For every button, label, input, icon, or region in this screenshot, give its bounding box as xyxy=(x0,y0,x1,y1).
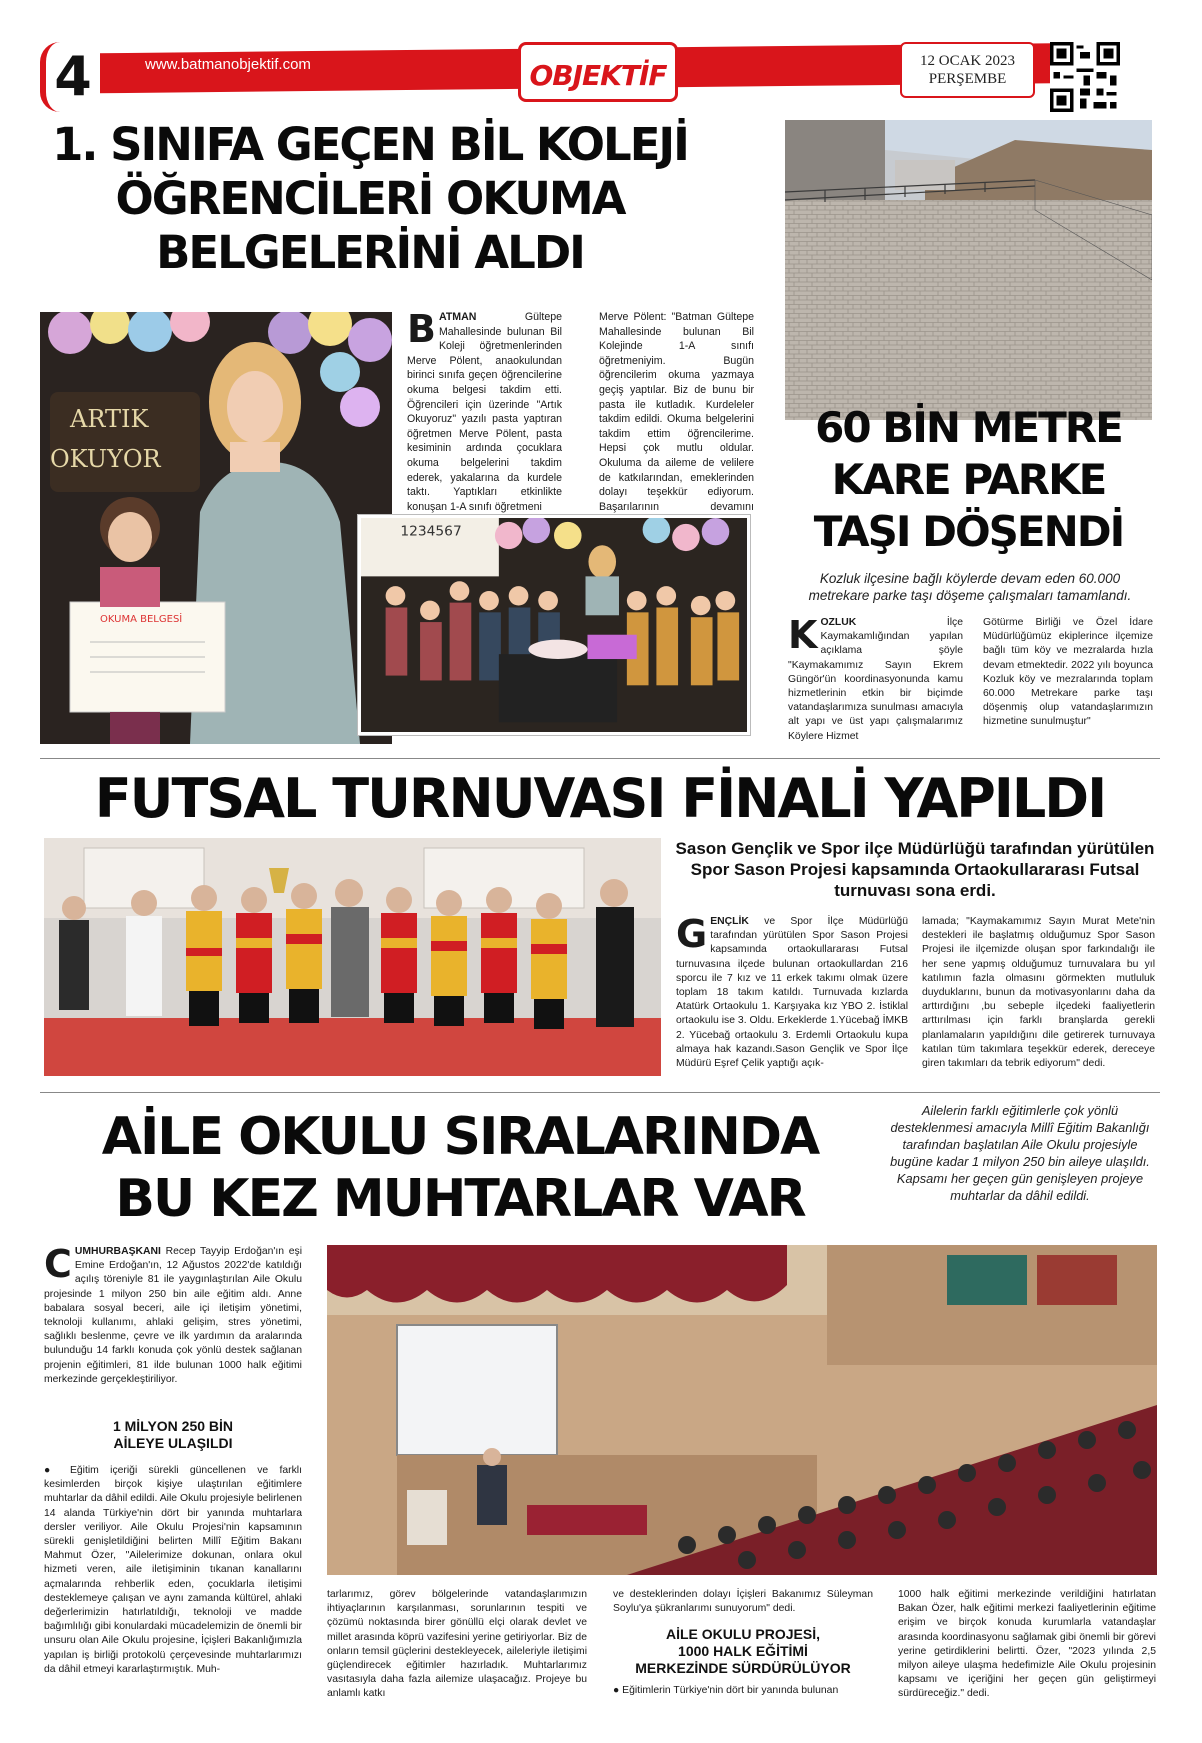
date-text: 12 OCAK 2023 xyxy=(919,53,1015,69)
article3-column2 xyxy=(922,915,1155,1071)
minihead2-line1: AİLE OKULU PROJESİ, xyxy=(665,1626,821,1642)
article4-column4 xyxy=(898,1588,1156,1702)
article1-title-line1: 1. SINIFA GEÇEN BİL KOLEJİ xyxy=(52,118,688,171)
banner-okuyor: OKUYOR xyxy=(50,445,161,473)
article3-col1-text: ve Spor İlçe Müdürlüğü tarafından yürütülen Spor Sason Projesi kapsamında ortaokullararası Futsal turnuvasına ilçede bulunan ortaokullardan 216 sporcu ile 7 kız ve 11 erkek takımı olmak üzere toplam 18 takım katıldı. Turnuvada kızlarda Atatürk Ortaokulu 1. Karşıyaka kız YBO 2. İstiklal ortaokulu ise 3. Oldu. Erkeklerde 1.Yücebağ İMKB 2. Yücebağ ortaokulu 3. Erdemli Ortaokulu kupa almaya hak kazandı.Sason Gençlik ve Spor İlçe Müdürü Eşref Çelik yaptığı açık- xyxy=(676,916,908,1070)
article4-minihead2 xyxy=(613,1626,873,1677)
article4-col3b-text: ● Eğitimlerin Türkiye'nin dört bir yanında bulunan xyxy=(613,1685,839,1696)
article3-subtitle: Sason Gençlik ve Spor ilçe Müdürlüğü tarafından yürütülen Spor Sason Projesi kapsamında Ortaokullararası Futsal turnuvası sona erdi. xyxy=(675,839,1155,900)
page-number: 4 xyxy=(40,42,100,112)
article1-dropcap: B xyxy=(407,307,436,351)
article1-headline xyxy=(40,118,700,280)
minihead2-line3: MERKEZİNDE SÜRDÜRÜLÜYOR xyxy=(635,1660,851,1676)
article4-col2-text: tarlarımız, görev bölgelerinde vatandaşlarımızın ihtiyaçlarının karşılanması, sorunlarının tespiti ve çözümü noktasında birer gönüllü elçi olarak devlet ve millet arasında köprü vazifesini yerine getiriyorlar. Biz de onların temsil güçlerini destekleyecek, aileleriyle iletişimi güçlendirecek eğitimler hazırladık. Muhtarlarımız vasıtasıyla daha fazla ailemize ulaşacağız. Projeye bu anlamlı katkı xyxy=(327,1589,587,1700)
article2-column1 xyxy=(788,613,963,744)
article4-col1-text: Recep Tayyip Erdoğan'ın eşi Emine Erdoğan'ın, 12 Ağustos 2022'de katıldığı açılış töreniyle 81 ile yaygınlaştırılan Aile Okulu projesinde 1 milyon 250 bin aile eğitim aldı. Anne babalara sosyal beceri, aile içi iletişim yönetimi, teknoloji kullanımı, ahlaki gelişim, stres yönetimi, sağlıklı beslenme, çevre ve ilk yardımın da aralarında bulunduğu 14 farklı konuda çok yönlü destek sağlanan projenin eğitimleri, 81 ilde bulunan 1000 halk eğitimi merkezinde gerçekleştiriliyor. xyxy=(44,1246,302,1385)
article1-title-line3: BELGELERİNİ ALDI xyxy=(156,226,584,279)
article4-col3-text: ve desteklerinden dolayı İçişleri Bakanımız Süleyman Soylu'ya şükranlarımı sunuyorum" dedi. xyxy=(613,1589,873,1615)
article2-headline xyxy=(785,402,1152,558)
site-url[interactable]: www.batmanobjektif.com xyxy=(145,56,311,73)
article2-title-line3: TAŞI DÖŞENDİ xyxy=(813,507,1124,556)
article1-title-line2: ÖĞRENCİLERİ OKUMA xyxy=(115,172,625,225)
article4-title-line1: AİLE OKULU SIRALARINDA xyxy=(101,1107,819,1167)
article4-column3 xyxy=(613,1588,873,1616)
article2-col2-text: Götürme Birliği ve Özel İdare Müdürlüğümüz ekiplerince ilçemize bağlı tüm köy ve mezralarda hızla devam etmektedir. 2022 yılı boyunca Kozluk köy ve mezralarında toplam 60.000 Metrekare parke taşı döşenmiş olup vatandaşlarımızın hizmetine sunulmuştur" xyxy=(983,617,1153,728)
article4-minihead1 xyxy=(44,1418,302,1452)
article4-col4-text: 1000 halk eğitimi merkezinde verildiğini hatırlatan Bakan Özer, halk eğitimi merkezi faaliyetlerinin eğitime erişim ve birçok konuda kurumlarla vatandaşlar arasında koordinasyonu sağlamak gibi önemli bir görevi yerine getirdiklerini belirtti. Özer, "2023 yılında 2,5 milyon aileye ulaşma hedefimizle Aile Okulu projesinin kapsamı ve içeriğini her geçen gün geliştirmeyi sürdüreceğiz." dedi. xyxy=(898,1589,1156,1700)
article2-dropcap: K xyxy=(788,613,818,657)
article1-column1 xyxy=(407,307,562,514)
minihead2-line2: 1000 HALK EĞİTİMİ xyxy=(678,1643,808,1659)
article3-dropcap: G xyxy=(676,912,708,956)
banner-artik: ARTIK xyxy=(70,405,149,433)
article4-col1b-text: ● Eğitim içeriği sürekli güncellenen ve farklı kesimlerden birçok kişiye ulaştırılan eğitimlere muhtarlar da dâhil edildi. Aile Okulu projesiyle belirlenen 14 alanda Türkiye'nin dört bir yanında muhtarlara dersler veriliyor. Aile Okulu Projesi'nin kapsamının sürekli genişletildiğini belirten Millî Eğitim Bakanı Mahmut Özer, "Ailelerimize dokunan, onlara okul hizmeti veren, aile iletişiminin tıkanan kanallarını açmalarında rehberlik eden, çocuklarla iletişimi desteklemeye çalışan ve aynı zamanda kültürel, ahlaki değerlerimizin hatırlatıldığı, teknoloji ve madde bağımlılığı gibi konulardaki mücadelemizin de önemli bir unsuru olan Aile Okulu projesine, İçişleri Bakanlığımızla yapılan iş birliği protokolü çerçevesinde muhtarlarımızı da dâhil etmeyi kararlaştırmıştık. Muh- xyxy=(44,1465,302,1675)
article4-dropcap: C xyxy=(44,1242,72,1286)
article2-title-line2: KARE PARKE xyxy=(831,455,1106,504)
certificate-title: OKUMA BELGESİ xyxy=(100,614,183,625)
article3-col2-text: lamada; "Kaymakamımız Sayın Murat Mete'nin destekleri ile başlatmış olduğumuz Spor Sason Projesi ile ilçemizde oluşan spor farkındalığı ile her sene yapmış olduğumuz turnuvalara bu yıl katılımın fazla olmasını görmekten mutluluk duyduklarını, bunun da motivasyonlarını daha da arttırdığını ,bu sebeple ilçedeki faaliyetlerin arttırılması için farklı branşlarda gerekli planlamaların yapıldığını dile getirerek turnuvaya katılan tüm takımlara teşekkür ederek, dereceye giren takımları da tebrik ediyorum" dedi. xyxy=(922,916,1155,1070)
article2-col1-text: İlçe Kaymakamlığından yapılan açıklama şöyle "Kaymakamımız Sayın Ekrem Güngör'ün koordinasyonunda kamu hizmetlerinin etkin bir biçimde vatandaşlarımıza sunulması amacıyla alt yapı ve üst yapı çalışmalarımız Köylere Hizmet xyxy=(788,617,963,742)
logo-text: OBJEKTİF xyxy=(529,59,667,92)
paving-stone-photo xyxy=(785,120,1152,420)
board-numbers: 1234567 xyxy=(400,523,462,540)
article4-lead: UMHURBAŞKANI xyxy=(74,1246,161,1257)
article4-column2 xyxy=(327,1588,587,1702)
minihead1-line1: 1 MİLYON 250 BİN xyxy=(112,1418,234,1434)
qr-code-icon xyxy=(1050,42,1120,112)
class-photo xyxy=(358,515,750,735)
weekday-text: PERŞEMBE xyxy=(928,71,1007,87)
article1-lead: ATMAN xyxy=(438,311,477,323)
teacher-photo xyxy=(40,312,392,744)
article4-column1 xyxy=(44,1242,302,1387)
article1-col2-text: Merve Pölent: "Batman Gültepe Mahallesinde bulunan Bil Kolejinde 1-A sınıfı öğretmeniyim. Bugün öğrencilerim okuma yazmaya geçiş yaptılar. Biz de bunu bir pasta ile kutladık. Kurdeleler takdim edildi. Okuma belgelerini takdim ettim öğrencilerime. Hepsi çok mutlu oldular. Okuluma da aileme de velilere de katkılarından, emeklerinden dolayı teşekkür ediyorum. Başarılarının devamını xyxy=(599,311,754,513)
article1-column2 xyxy=(599,310,754,529)
article3-lead: ENÇLİK xyxy=(710,916,749,927)
section-divider xyxy=(40,758,1160,759)
article2-column2 xyxy=(983,616,1153,730)
newspaper-logo xyxy=(518,42,678,102)
article4-column3b xyxy=(613,1684,873,1698)
minihead1-line2: AİLEYE ULAŞILDI xyxy=(113,1435,233,1451)
article3-title: FUTSAL TURNUVASI FİNALİ YAPILDI xyxy=(94,767,1106,830)
article4-column1b xyxy=(44,1464,302,1677)
date-box xyxy=(900,42,1035,98)
article2-lead: OZLUK xyxy=(820,617,857,628)
article2-title-line1: 60 BİN METRE xyxy=(815,403,1122,452)
section-divider-2 xyxy=(40,1092,1160,1093)
futsal-team-photo xyxy=(44,838,661,1076)
article3-column1 xyxy=(676,912,908,1071)
masthead xyxy=(40,42,1160,112)
article1-col1-text: Gültepe Mahallesinde bulunan Bil Koleji öğretmenlerinden Merve Pölent, anaokulundan birinci sınıfa geçen öğrencilerine okuma belgesi takdim etti. Öğrencileri için üzerinde "Artık Okuyoruz" yazılı pasta yaptıran öğretmen Merve Pölent, pasta kesiminin ardında çocuklara okuma belgelerini takdim ederek, yakalarına da kurdele taktı. Yaptıkları etkinlikte konuşan 1-A sınıfı öğretmeni xyxy=(407,311,562,513)
article4-title-line2: BU KEZ MUHTARLAR VAR xyxy=(115,1169,805,1229)
conference-hall-photo xyxy=(327,1245,1157,1575)
article2-subtitle: Kozluk ilçesine bağlı köylerde devam eden 60.000 metrekare parke taşı döşeme çalışmaları tamamlandı. xyxy=(808,571,1132,603)
article4-headline xyxy=(40,1106,880,1230)
article4-subtitle: Ailelerin farklı eğitimlerle çok yönlü desteklenmesi amacıyla Millî Eğitim Bakanlığı tarafından başlatılan Aile Okulu projesiyle bugüne kadar 1 milyon 250 bin aileye ulaşıldı. Kapsamı her geçen gün genişleyen projeye muhtarlar da dâhil edildi. xyxy=(890,1103,1150,1203)
